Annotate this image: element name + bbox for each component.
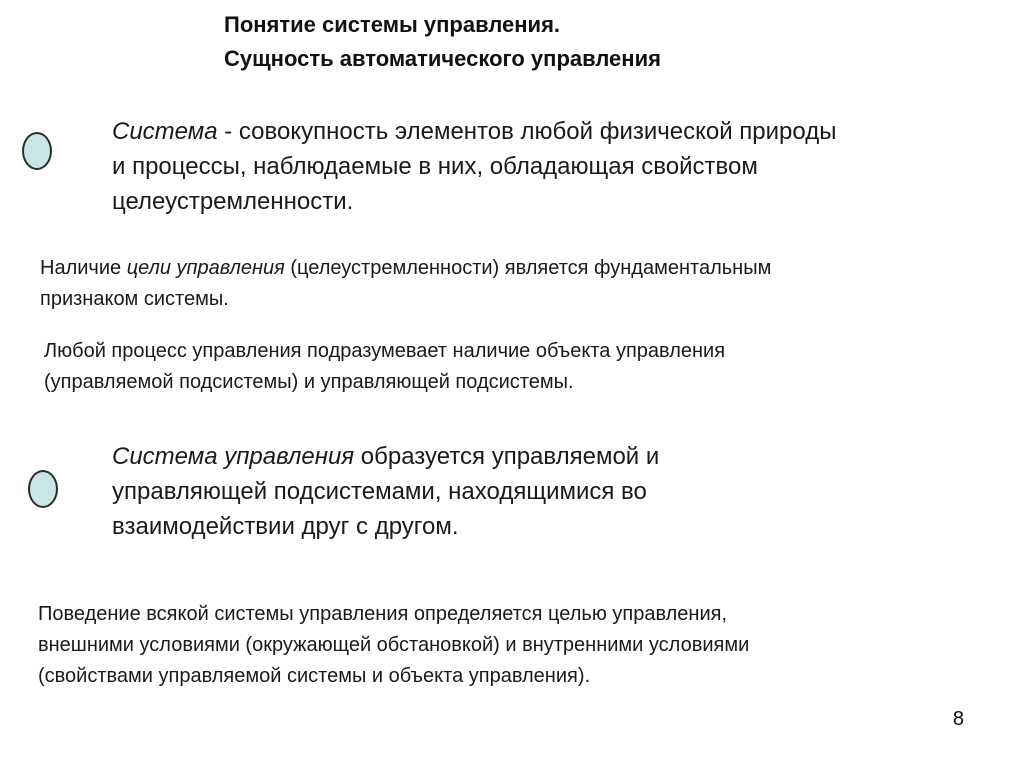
system-definition-line-1: Система - совокупность элементов любой физической природы [112, 118, 837, 145]
term-system: Система [112, 118, 218, 145]
page-number: 8 [952, 708, 964, 730]
control-goal-line-2: признаком системы. [40, 288, 229, 310]
title-line-1: Понятие системы управления. [224, 12, 561, 37]
control-process-line-2: (управляемой подсистемы) и управляющей подсистемы. [44, 371, 574, 393]
behavior-line-2: внешними условиями (окружающей обстановкой) и внутренними условиями [38, 634, 750, 656]
control-goal-paragraph [40, 253, 771, 315]
behavior-line-3: (свойствами управляемой системы и объекта управления). [38, 665, 591, 687]
system-definition-line-2: и процессы, наблюдаемые в них, обладающая свойством [112, 153, 758, 180]
behavior-paragraph [38, 599, 749, 692]
term-control-goal: цели управления [126, 257, 285, 279]
control-system-definition [112, 439, 659, 544]
title-line-2: Сущность автоматического управления [224, 46, 661, 71]
control-system-line-2: управляющей подсистемами, находящимися во [112, 478, 647, 505]
control-goal-line-1: Наличие цели управления (целеустремленности) является фундаментальным [40, 257, 772, 279]
control-process-line-1: Любой процесс управления подразумевает наличие объекта управления [44, 340, 726, 362]
circle-bullet-icon [28, 470, 58, 508]
control-system-line-1: Система управления образуется управляемой и [112, 443, 660, 470]
slide-title [224, 8, 661, 76]
control-system-line-3: взаимодействии друг с другом. [112, 513, 459, 540]
term-control-system: Система управления [112, 443, 355, 470]
circle-bullet-icon [22, 132, 52, 170]
system-definition [112, 114, 836, 219]
system-definition-line-3: целеустремленности. [112, 188, 354, 215]
control-process-paragraph [44, 336, 725, 398]
behavior-line-1: Поведение всякой системы управления определяется целью управления, [38, 603, 728, 625]
